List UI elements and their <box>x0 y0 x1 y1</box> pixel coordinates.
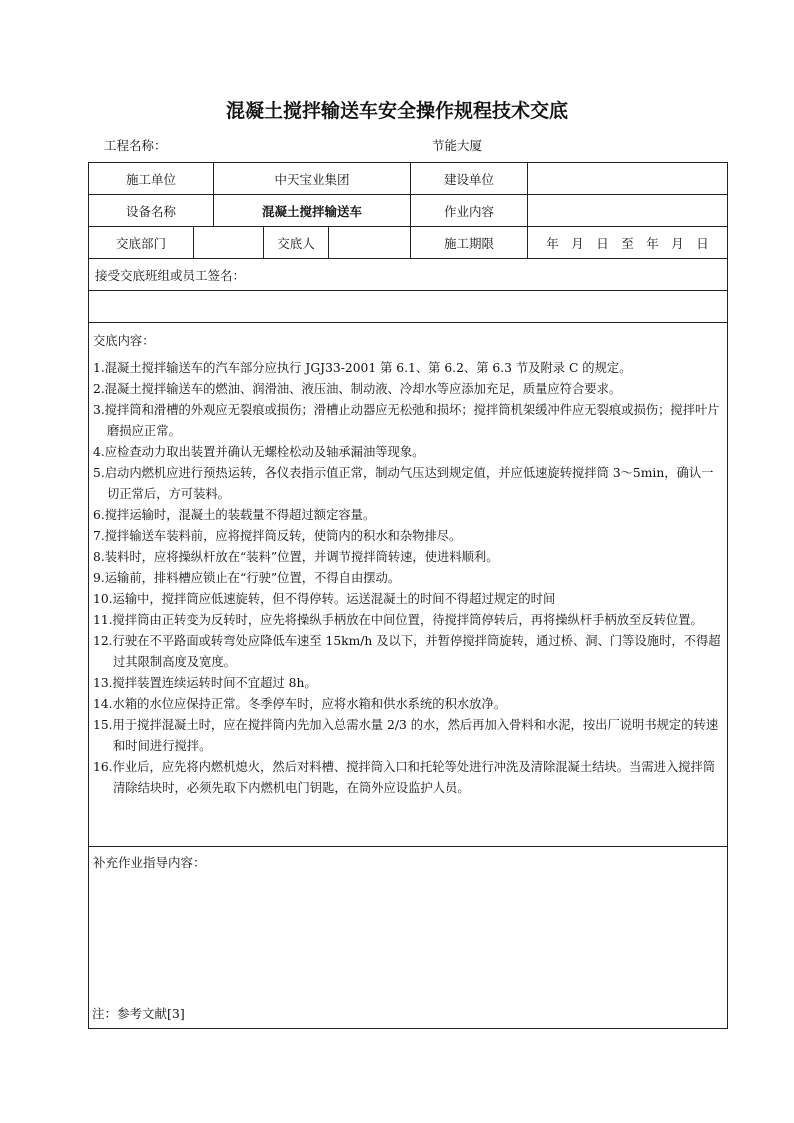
content-item: 10.运输中，搅拌筒应低速旋转，但不得停转。运送混凝土的时间不得超过规定的时间 <box>93 592 556 606</box>
content-item: 9.运输前，排料槽应锁止在“行驶”位置，不得自由摆动。 <box>93 571 401 585</box>
dept-label: 交底部门 <box>89 227 194 259</box>
project-label: 工程名称： <box>104 138 167 153</box>
content-item: 7.搅拌输送车装料前，应将搅拌筒反转，使筒内的积水和杂物排尽。 <box>93 529 462 543</box>
sign-label: 接受交底班组或员工签名： <box>89 259 728 291</box>
content-item: 6.搅拌运输时，混凝土的装载量不得超过额定容量。 <box>93 508 376 522</box>
content-item: 8.装料时，应将操纵杆放在“装料”位置，并调节搅拌筒转速，使进料顺利。 <box>93 550 499 564</box>
content-item: 11.搅拌筒由正转变为反转时，应先将操纵手柄放在中间位置，待搅拌筒停转后，再将操纵杆手柄放至反转位置。 <box>93 613 703 627</box>
content-label: 交底内容： <box>93 334 155 348</box>
owner-label: 建设单位 <box>411 163 528 195</box>
content-items <box>93 358 723 799</box>
footnote: 注：参考文献[3] <box>92 1006 185 1021</box>
content-item: 3.搅拌筒和滑槽的外观应无裂痕或损伤；滑槽止动器应无松弛和损坏；搅拌筒机架缓冲件应无裂痕或损伤；搅拌叶片磨损应正常。 <box>93 403 720 438</box>
dept <box>194 227 264 259</box>
construction-unit: 中天宝业集团 <box>214 163 411 195</box>
supplement-label: 补充作业指导内容： <box>93 855 206 870</box>
supplement-cell <box>89 847 728 1029</box>
equipment: 混凝土搅拌输送车 <box>214 195 411 227</box>
project-name: 节能大厦 <box>432 138 483 153</box>
period-label: 施工期限 <box>411 227 528 259</box>
content-item: 4.应检查动力取出装置并确认无螺栓松动及轴承漏油等现象。 <box>93 445 425 459</box>
period: 年 月 日 至 年 月 日 <box>528 227 728 259</box>
content-item: 12.行驶在不平路面或转弯处应降低车速至 15km/h 及以下，并暂停搅拌筒旋转，通过桥、洞、门等设施时，不得超过其限制高度及宽度。 <box>93 634 721 669</box>
equipment-label: 设备名称 <box>89 195 214 227</box>
content-item: 13.搅拌装置连续运转时间不宜超过 8h。 <box>93 676 317 690</box>
content-cell <box>89 323 728 847</box>
content-item: 14.水箱的水位应保持正常。冬季停车时，应将水箱和供水系统的积水放净。 <box>93 697 507 711</box>
sign-area <box>89 291 728 323</box>
person <box>329 227 411 259</box>
content-item: 16.作业后，应先将内燃机熄火，然后对料槽、搅拌筒入口和托轮等处进行冲洗及清除混凝土结块。当需进入搅拌筒清除结块时，必须先取下内燃机电门钥匙，在筒外应设监护人员。 <box>93 760 716 795</box>
person-label: 交底人 <box>264 227 329 259</box>
work-label: 作业内容 <box>411 195 528 227</box>
owner <box>528 163 728 195</box>
work <box>528 195 728 227</box>
disclosure-table <box>88 162 728 1029</box>
construction-unit-label: 施工单位 <box>89 163 214 195</box>
content-item: 5.启动内燃机应进行预热运转，各仪表指示值正常，制动气压达到规定值，并应低速旋转搅拌筒 3～5min，确认一切正常后，方可装料。 <box>93 466 714 501</box>
content-item: 2.混凝土搅拌输送车的燃油、润滑油、液压油、制动液、冷却水等应添加充足，质量应符合要求。 <box>93 382 622 396</box>
content-item: 1.混凝土搅拌输送车的汽车部分应执行 JGJ33-2001 第 6.1、第 6.2、第 6.3 节及附录 C 的规定。 <box>93 361 632 375</box>
document-title: 混凝土搅拌输送车安全操作规程技术交底 <box>225 100 568 122</box>
content-item: 15.用于搅拌混凝土时，应在搅拌筒内先加入总需水量 2/3 的水，然后再加入骨料和水泥，按出厂说明书规定的转速和时间进行搅拌。 <box>93 718 719 753</box>
